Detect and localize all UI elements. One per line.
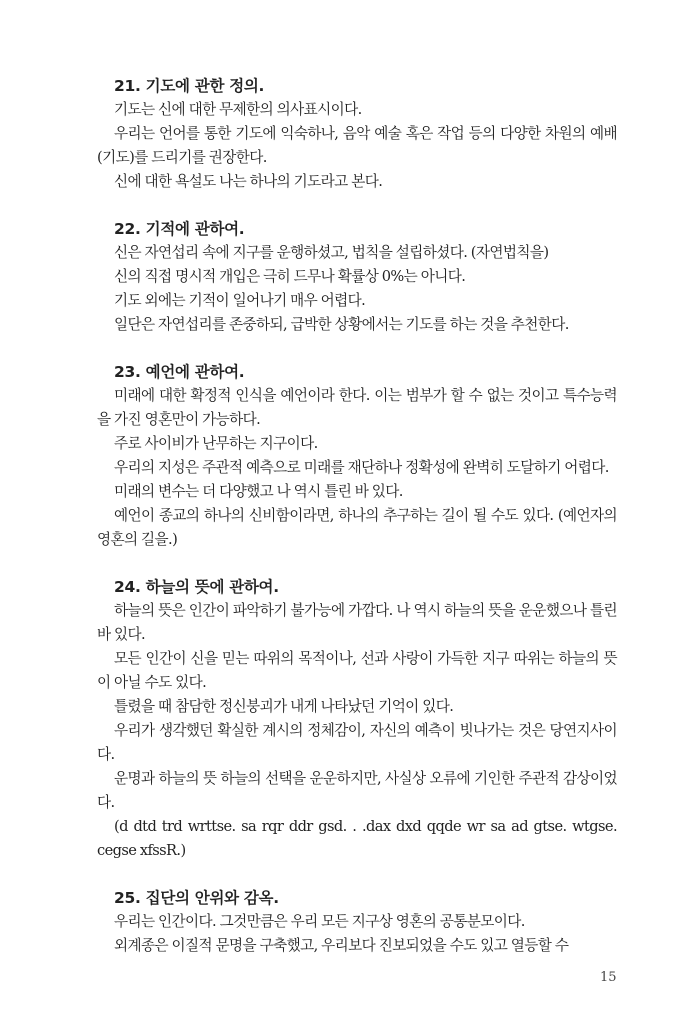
section-title: 25. 집단의 안위와 감옥.: [114, 889, 279, 907]
paragraph: 우리가 생각했던 확실한 계시의 정체감이, 자신의 예측이 빗나가는 것은 당연지사이다.: [97, 722, 617, 763]
document-page: [97, 74, 617, 981]
paragraph: 외계종은 이질적 문명을 구축했고, 우리보다 진보되었을 수도 있고 열등할 수: [114, 937, 569, 954]
paragraph: 신에 대한 욕설도 나는 하나의 기도라고 본다.: [114, 173, 383, 190]
paragraph: 주로 사이비가 난무하는 지구이다.: [114, 435, 318, 452]
section-22: [97, 217, 617, 337]
page-number: 15: [600, 970, 617, 985]
paragraph: 우리는 인간이다. 그것만큼은 우리 모든 지구상 영혼의 공통분모이다.: [114, 913, 525, 930]
section-23: [97, 360, 617, 552]
section-title: 23. 예언에 관하여.: [114, 363, 245, 381]
paragraph: 하늘의 뜻은 인간이 파악하기 불가능에 가깝다. 나 역시 하늘의 뜻을 운운했으나 틀린 바 있다.: [97, 602, 617, 643]
paragraph: 신은 자연섭리 속에 지구를 운행하셨고, 법칙을 설립하셨다. (자연법칙을): [114, 244, 549, 261]
section-title: 24. 하늘의 뜻에 관하여.: [114, 578, 279, 596]
paragraph: 신의 직접 명시적 개입은 극히 드무나 확률상 0%는 아니다.: [114, 268, 466, 285]
section-title: 21. 기도에 관한 정의.: [114, 77, 265, 95]
paragraph: 미래에 대한 확정적 인식을 예언이라 한다. 이는 범부가 할 수 없는 것이고 특수능력을 가진 영혼만이 가능하다.: [97, 387, 617, 428]
paragraph: 우리의 지성은 주관적 예측으로 미래를 재단하나 정확성에 완벽히 도달하기 어렵다.: [114, 459, 609, 476]
paragraph: 기도는 신에 대한 무제한의 의사표시이다.: [114, 101, 362, 118]
paragraph: 틀렸을 때 참담한 정신붕괴가 내게 나타났던 기억이 있다.: [114, 698, 454, 715]
paragraph: 운명과 하늘의 뜻 하늘의 선택을 운운하지만, 사실상 오류에 기인한 주관적 감상이었다.: [97, 770, 617, 811]
paragraph: 미래의 변수는 더 다양했고 나 역시 틀린 바 있다.: [114, 483, 403, 500]
paragraph: (d dtd trd wrttse. sa rqr ddr gsd. . .dax dxd qqde wr sa ad gtse. wtgse. cegse xfssR.): [97, 818, 617, 859]
paragraph: 예언이 종교의 하나의 신비함이라면, 하나의 추구하는 길이 될 수도 있다. (예언자의 영혼의 길을.): [97, 507, 617, 548]
paragraph: 모든 인간이 신을 믿는 따위의 목적이나, 선과 사랑이 가득한 지구 따위는 하늘의 뜻이 아닐 수도 있다.: [97, 650, 617, 691]
paragraph: 기도 외에는 기적이 일어나기 매우 어렵다.: [114, 292, 366, 309]
section-24: [97, 575, 617, 863]
section-25: [97, 886, 617, 958]
section-title: 22. 기적에 관하여.: [114, 220, 245, 238]
paragraph: 일단은 자연섭리를 존중하되, 급박한 상황에서는 기도를 하는 것을 추천한다.: [114, 316, 569, 333]
section-21: [97, 74, 617, 194]
paragraph: 우리는 언어를 통한 기도에 익숙하나, 음악 예술 혹은 작업 등의 다양한 차원의 예배(기도)를 드리기를 권장한다.: [97, 125, 617, 166]
